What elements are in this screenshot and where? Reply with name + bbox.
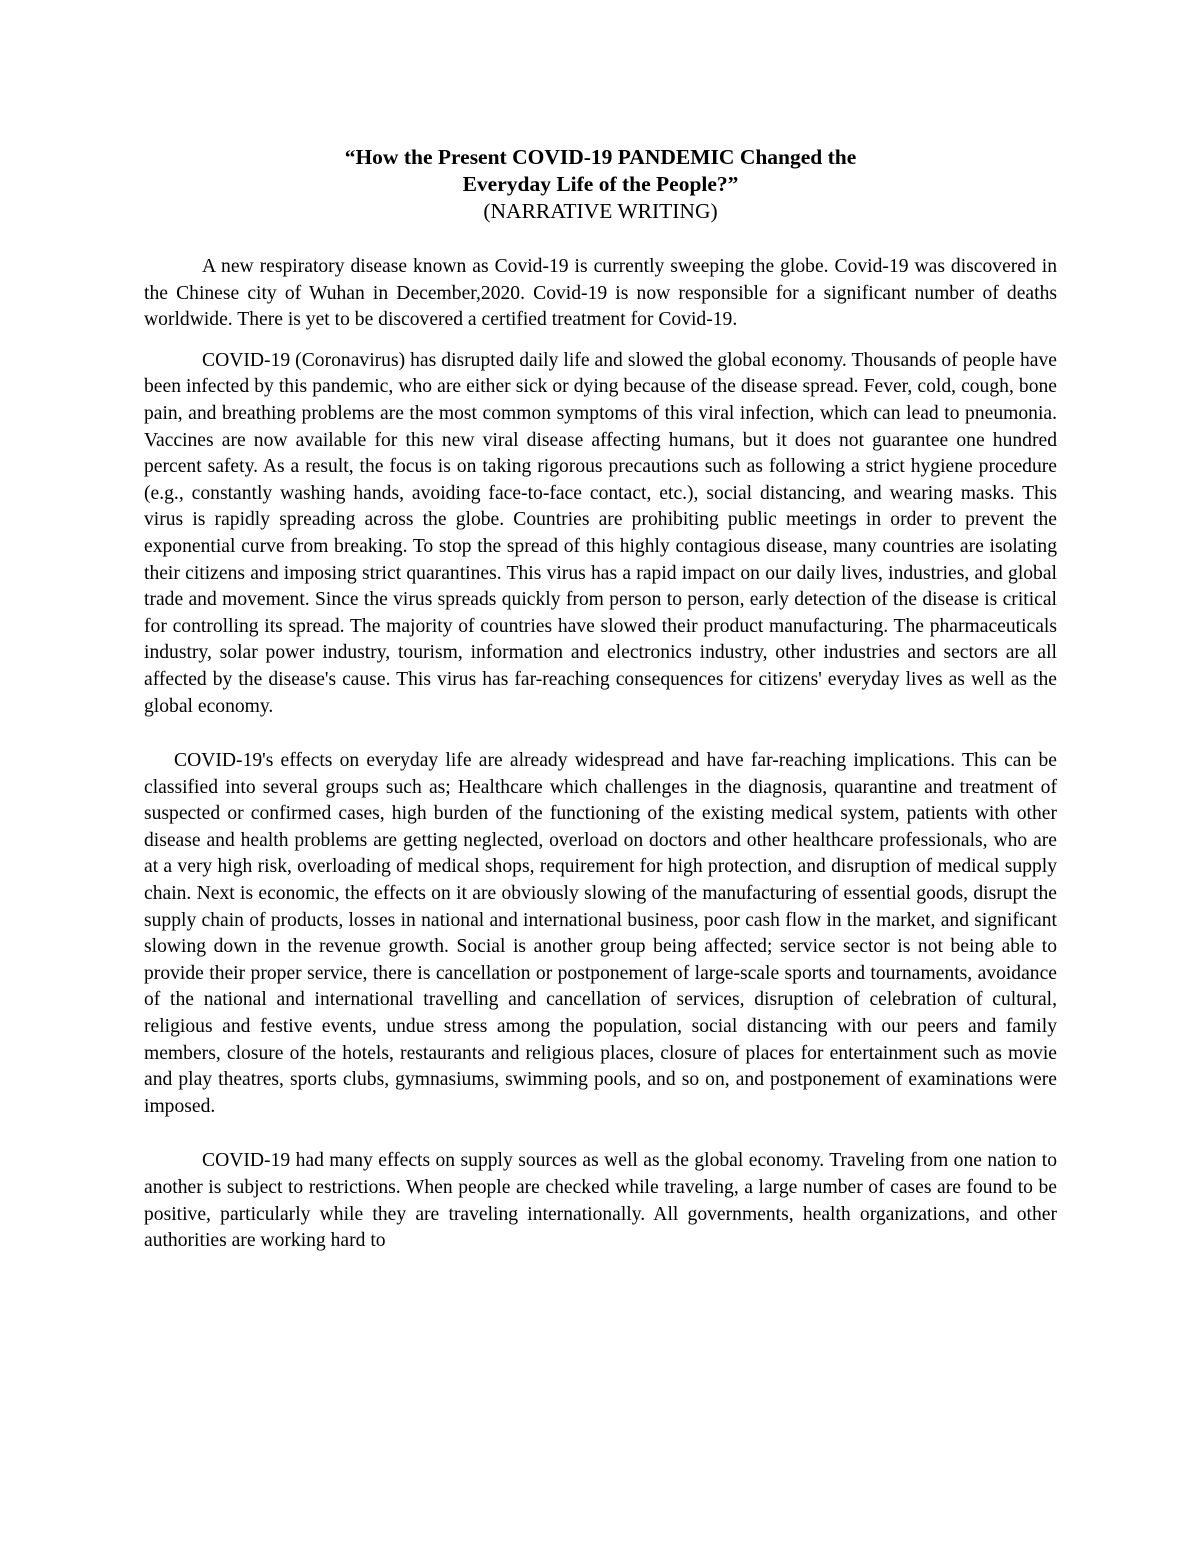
- paragraph-3: COVID-19's effects on everyday life are already widespread and have far-reaching implications. This can be classified into several groups such as; Healthcare which challenges in the diagnosis, quarantine and treatment of suspected or confirmed cases, high burden of the functioning of the existing medical system, patients with other disease and health problems are getting neglected, overload on doctors and other healthcare professionals, who are at a very high risk, overloading of medical shops, requirement for high protection, and disruption of medical supply chain. Next is economic, the effects on it are obviously slowing of the manufacturing of essential goods, disrupt the supply chain of products, losses in national and international business, poor cash flow in the market, and significant slowing down in the revenue growth. Social is another group being affected; service sector is not being able to provide their proper service, there is cancellation or postponement of large-scale sports and tournaments, avoidance of the national and international travelling and cancellation of services, disruption of celebration of cultural, religious and festive events, undue stress among the population, social distancing with our peers and family members, closure of the hotels, restaurants and religious places, closure of places for entertainment such as movie and play theatres, sports clubs, gymnasiums, swimming pools, and so on, and postponement of examinations were imposed.: [144, 750, 1057, 1117]
- paragraph-2: COVID-19 (Coronavirus) has disrupted daily life and slowed the global economy. Thousands of people have been infected by this pandemic, who are either sick or dying because of the disease spread. Fever, cold, cough, bone pain, and breathing problems are the most common symptoms of this viral infection, which can lead to pneumonia. Vaccines are now available for this new viral disease affecting humans, but it does not guarantee one hundred percent safety. As a result, the focus is on taking rigorous precautions such as following a strict hygiene procedure (e.g., constantly washing hands, avoiding face-to-face contact, etc.), social distancing, and wearing masks. This virus is rapidly spreading across the globe. Countries are prohibiting public meetings in order to prevent the exponential curve from breaking. To stop the spread of this highly contagious disease, many countries are isolating their citizens and imposing strict quarantines. This virus has a rapid impact on our daily lives, industries, and global trade and movement. Since the virus spreads quickly from person to person, early detection of the disease is critical for controlling its spread. The majority of countries have slowed their product manufacturing. The pharmaceuticals industry, solar power industry, tourism, information and electronics industry, other industries and sectors are all affected by the disease's cause. This virus has far-reaching consequences for citizens' everyday lives as well as the global economy.: [144, 349, 1057, 717]
- document-title-line-1: “How the Present COVID-19 PANDEMIC Changed the: [344, 145, 857, 169]
- document-title-line-2: Everyday Life of the People?”: [462, 172, 739, 196]
- paragraph-1: A new respiratory disease known as Covid-19 is currently sweeping the globe. Covid-19 was discovered in the Chinese city of Wuhan in December,2020. Covid-19 is now responsible for a significant number of deaths worldwide. There is yet to be discovered a certified treatment for Covid-19.: [144, 256, 1057, 331]
- document-subtitle: (NARRATIVE WRITING): [483, 199, 718, 223]
- document-page: [144, 144, 1057, 1255]
- paragraph-4: COVID-19 had many effects on supply sources as well as the global economy. Traveling from one nation to another is subject to restrictions. When people are checked while traveling, a large number of cases are found to be positive, particularly while they are traveling internationally. All governments, health organizations, and other authorities are working hard to: [144, 1150, 1057, 1252]
